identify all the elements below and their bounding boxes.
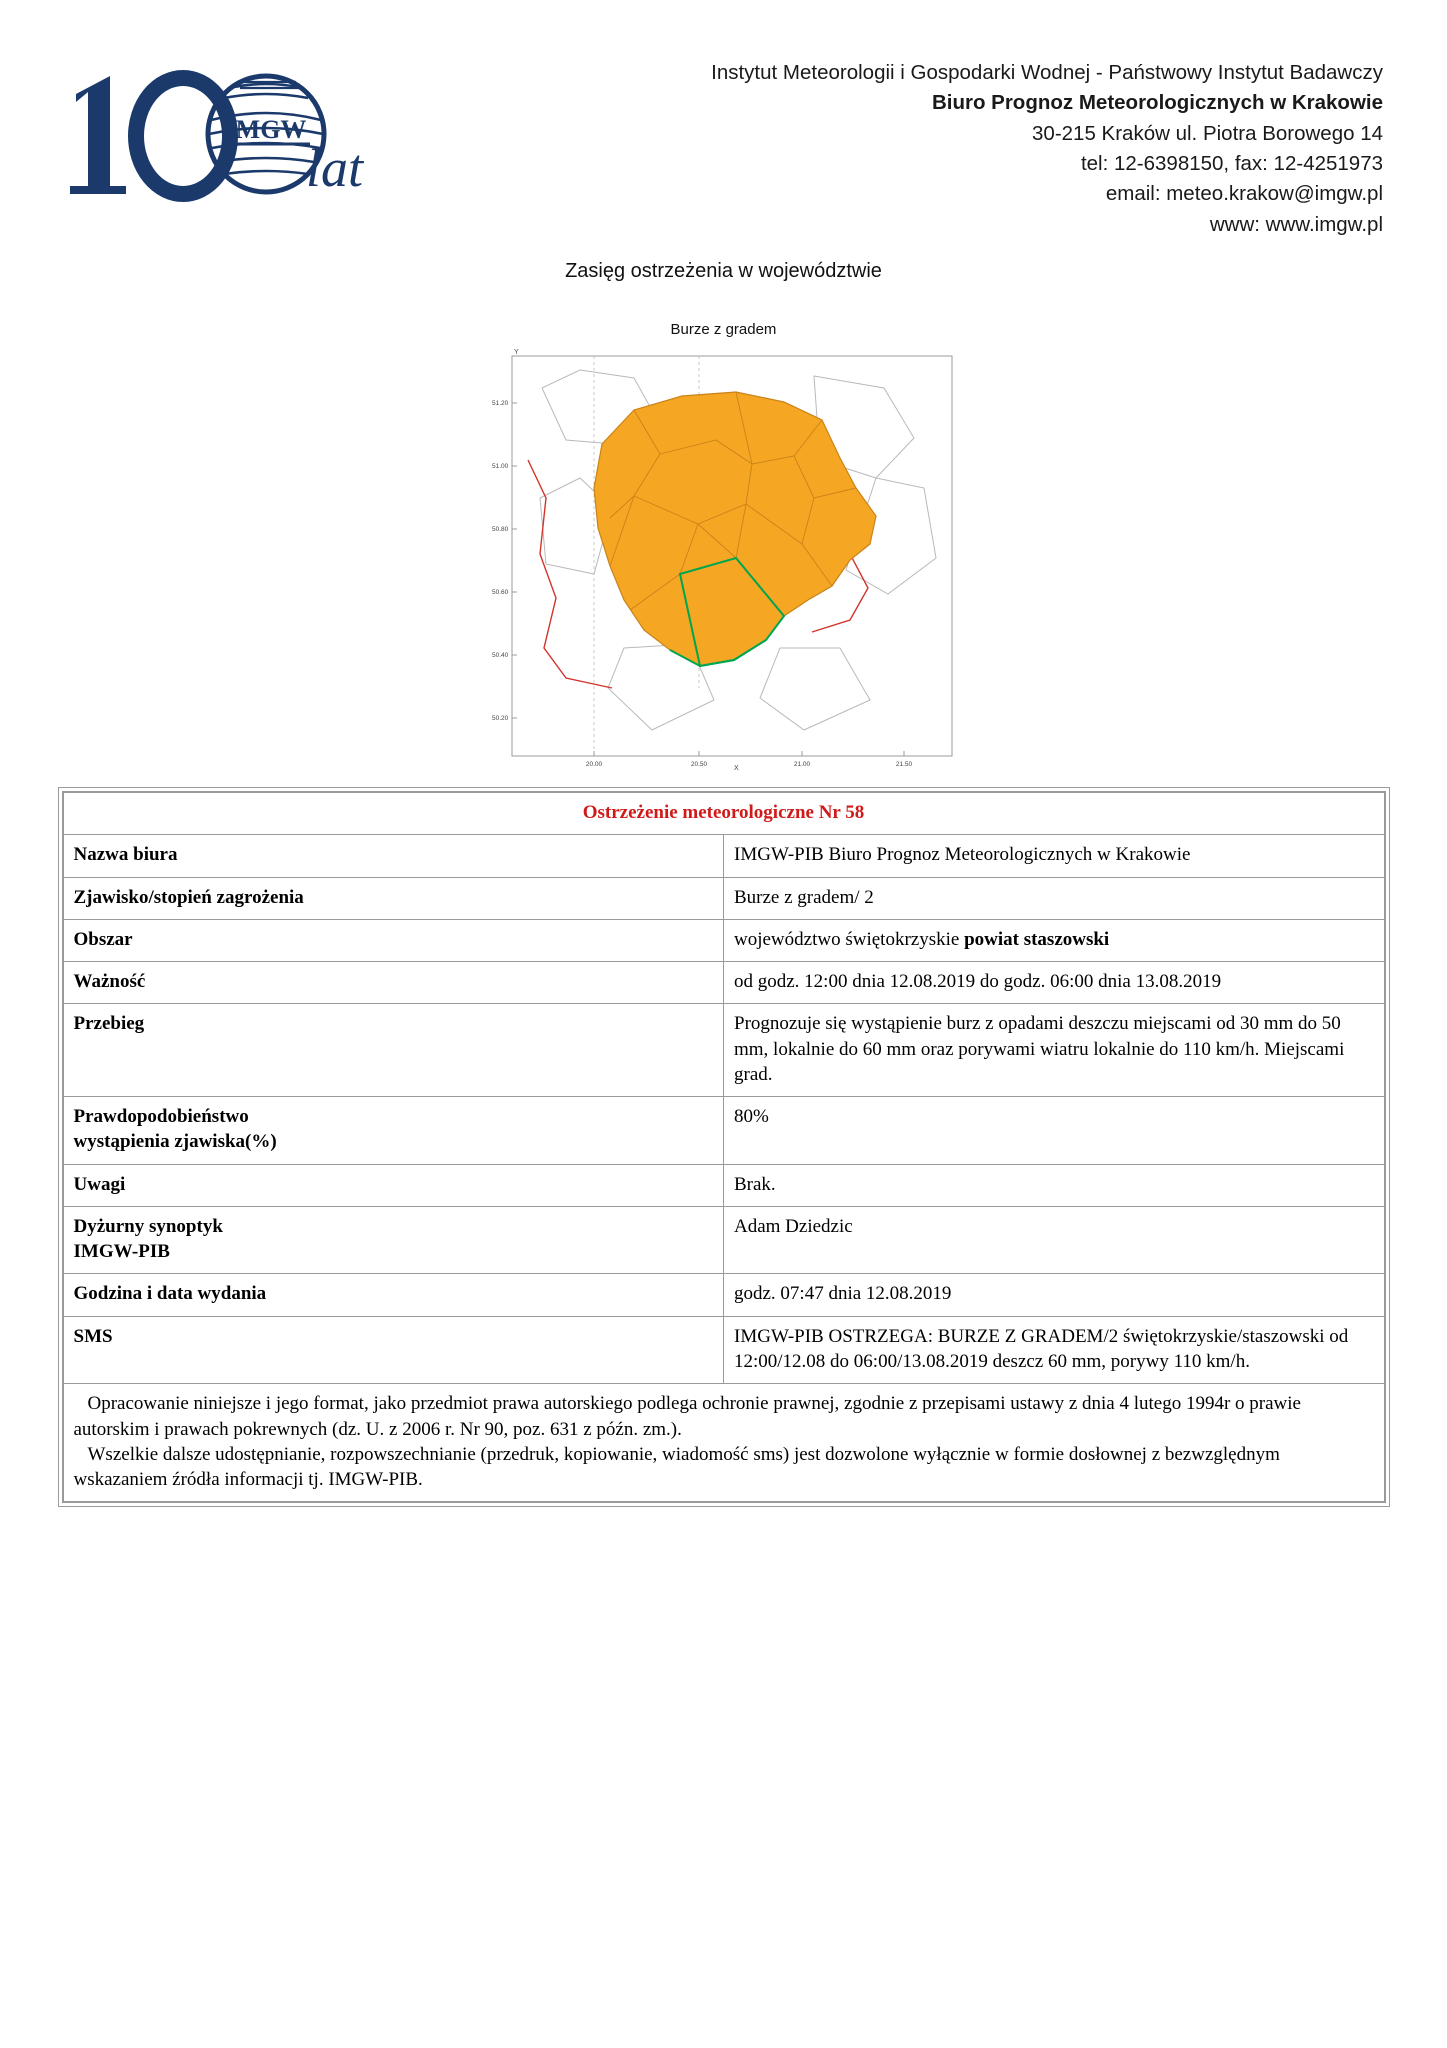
label-zjawisko: Zjawisko/stopień zagrożenia [63, 877, 724, 919]
value-prawdopodobienstwo: 80% [724, 1097, 1385, 1165]
label-synoptyk [63, 1206, 724, 1274]
svg-text:20.00: 20.00 [585, 761, 602, 768]
header-office-name: Biuro Prognoz Meteorologicznych w Krakowie [931, 91, 1383, 115]
table-row [63, 1316, 1384, 1384]
table-row [63, 1206, 1384, 1274]
copyright-paragraph-1: Opracowanie niniejsze i jego format, jako przedmiot prawa autorskiego podlega ochronie prawnej, zgodnie z przepisami ustawy z dnia 4 lutego 1994r o prawie autorskim i prawach pokrewnych (dz. U. z 2006 r. Nr 90, poz. 631 z późn. zm.). [73, 1393, 1301, 1440]
value-waznosc: od godz. 12:00 dnia 12.08.2019 do godz. 06:00 dnia 13.08.2019 [724, 962, 1385, 1004]
label-waznosc: Ważność [63, 962, 724, 1004]
table-row [63, 919, 1384, 961]
table-row [63, 962, 1384, 1004]
table-row-footer [63, 1384, 1384, 1502]
svg-text:lat: lat [306, 138, 364, 198]
header-contact-block [428, 58, 1399, 240]
svg-text:X: X [733, 765, 739, 772]
value-synoptyk: Adam Dziedzic [724, 1206, 1385, 1274]
map-title: Zasięg ostrzeżenia w województwie [565, 260, 882, 282]
header-email: email: meteo.krakow@imgw.pl [1105, 182, 1383, 206]
svg-text:IMGW: IMGW [225, 115, 307, 144]
svg-text:50.40: 50.40 [491, 652, 508, 659]
warning-table [63, 792, 1385, 1502]
svg-text:21.00: 21.00 [793, 761, 810, 768]
label-synoptyk-line2: IMGW-PIB [73, 1241, 170, 1263]
svg-text:21.50: 21.50 [895, 761, 912, 768]
table-row [63, 835, 1384, 877]
table-row [63, 877, 1384, 919]
header-institute-name: Instytut Meteorologii i Gospodarki Wodnej - Państwowy Instytut Badawczy [711, 61, 1383, 84]
table-row-title [63, 793, 1384, 835]
svg-text:50.60: 50.60 [491, 589, 508, 596]
value-zjawisko: Burze z gradem/ 2 [724, 877, 1385, 919]
imgw-logo [48, 58, 428, 208]
obszar-county: powiat staszowski [964, 928, 1110, 950]
label-obszar: Obszar [63, 919, 724, 961]
value-godzina: godz. 07:47 dnia 12.08.2019 [724, 1274, 1385, 1316]
label-prawdopodobienstwo [63, 1097, 724, 1165]
header-phone: tel: 12-6398150, fax: 12-4251973 [1080, 151, 1383, 175]
label-prawdopodobienstwo-line2: wystąpienia zjawiska(%) [73, 1131, 277, 1153]
warning-extent-map [484, 348, 964, 773]
obszar-voivodeship: województwo świętokrzyskie [734, 928, 965, 950]
value-obszar [724, 919, 1385, 961]
value-uwagi: Brak. [724, 1164, 1385, 1206]
svg-text:20.50: 20.50 [690, 761, 707, 768]
label-uwagi: Uwagi [63, 1164, 724, 1206]
label-przebieg: Przebieg [63, 1004, 724, 1097]
table-row [63, 1274, 1384, 1316]
value-nazwa-biura: IMGW-PIB Biuro Prognoz Meteorologicznych w Krakowie [724, 835, 1385, 877]
header-website: www: www.imgw.pl [1209, 212, 1383, 236]
svg-text:51.20: 51.20 [491, 400, 508, 407]
map-subtitle: Burze z gradem [670, 321, 777, 338]
table-row [63, 1164, 1384, 1206]
warning-title: Ostrzeżenie meteorologiczne Nr 58 [63, 793, 1384, 835]
value-przebieg: Prognozuje się wystąpienie burz z opadami deszczu miejscami od 30 mm do 50 mm, lokalnie do 60 mm oraz porywami wiatru lokalnie do 110 km/h. Miejscami grad. [724, 1004, 1385, 1097]
svg-text:50.20: 50.20 [491, 715, 508, 722]
document-header [48, 0, 1399, 236]
value-sms: IMGW-PIB OSTRZEGA: BURZE Z GRADEM/2 świętokrzyskie/staszowski od 12:00/12.08 do 06:00/13.08.2019 deszcz 60 mm, porywy 110 km/h. [724, 1316, 1385, 1384]
copyright-notice [63, 1384, 1384, 1502]
label-prawdopodobienstwo-line1: Prawdopodobieństwo [73, 1106, 249, 1128]
header-address: 30-215 Kraków ul. Piotra Borowego 14 [1032, 121, 1383, 145]
warning-table-frame [58, 787, 1390, 1507]
copyright-paragraph-2: Wszelkie dalsze udostępnianie, rozpowszechnianie (przedruk, kopiowanie, wiadomość sms) jest dozwolone wyłącznie w formie dosłownej z bezwzględnym wskazaniem źródła informacji tj. IMGW-PIB. [73, 1443, 1280, 1491]
label-godzina: Godzina i data wydania [63, 1274, 724, 1316]
table-row [63, 1097, 1384, 1165]
svg-text:Y: Y [513, 349, 519, 356]
label-synoptyk-line1: Dyżurny synoptyk [73, 1215, 223, 1237]
warning-table-inner-frame [62, 791, 1386, 1503]
label-nazwa-biura: Nazwa biura [63, 835, 724, 877]
svg-text:50.80: 50.80 [491, 526, 508, 533]
svg-text:51.00: 51.00 [491, 463, 508, 470]
label-sms: SMS [63, 1316, 724, 1384]
table-row [63, 1004, 1384, 1097]
